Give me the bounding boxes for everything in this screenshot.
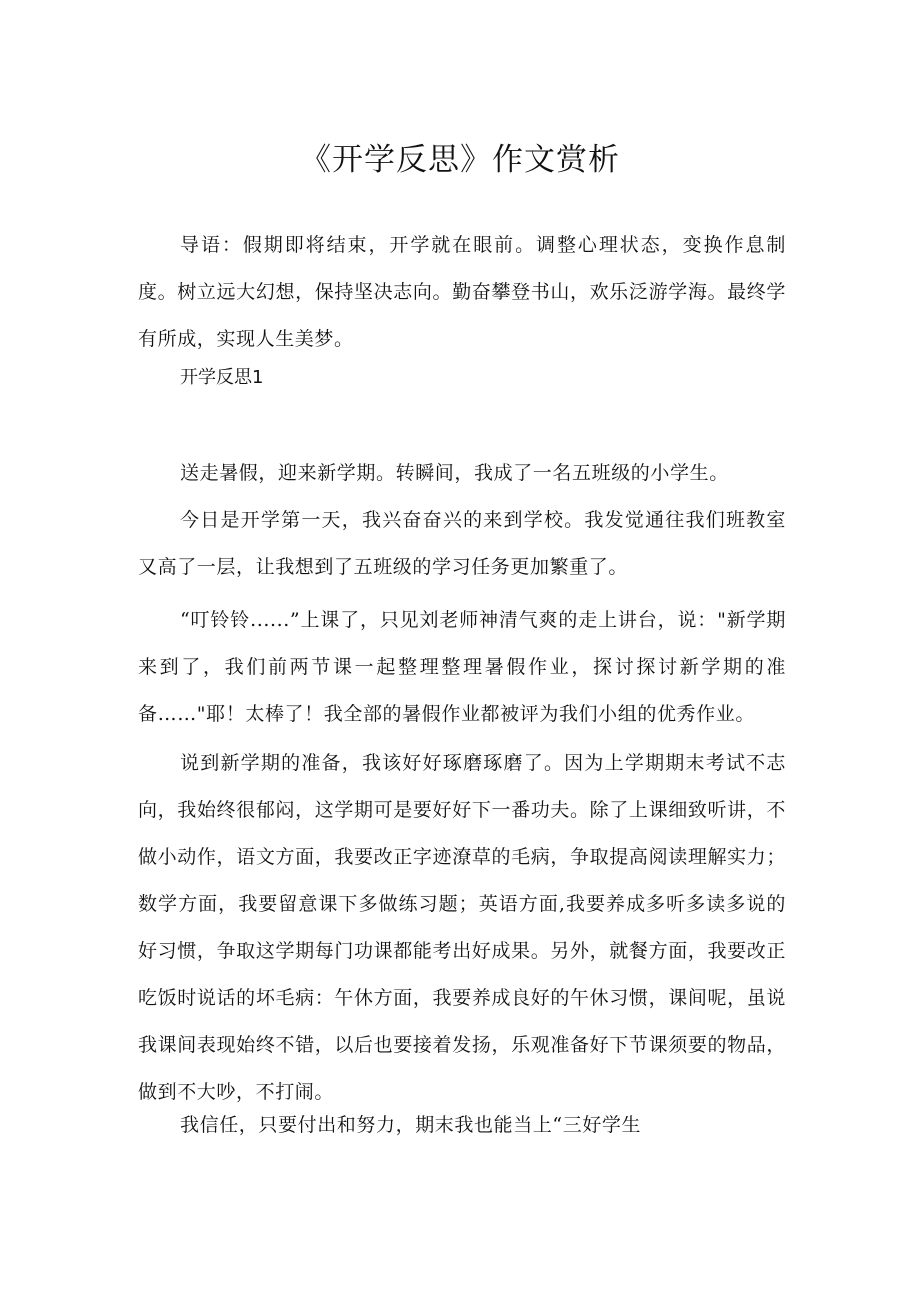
- document-title: 《开学反思》作文赏析: [300, 142, 620, 178]
- section-heading: 开学反思1: [180, 367, 264, 388]
- paragraph-3: “叮铃铃......”上课了，只见刘老师神清气爽的走上讲台，说："新学期来到了，我们前两节课一起整理整理暑假作业，探讨探讨新学期的准备……"耶！太棒了！我全部的暑假作业都被评为我们小组的优秀作业。: [138, 609, 786, 725]
- paragraph-4: 说到新学期的准备，我该好好琢磨琢磨了。因为上学期期末考试不志向，我始终很郁闷，这学期可是要好好下一番功夫。除了上课细致听讲，不做小动作，语文方面，我要改正字迹潦草的毛病，争取提高阅读理解实力；数学方面，我要留意课下多做练习题；英语方面,我要养成多听多读多说的好习惯，争取这学期每门功课都能考出好成果。另外，就餐方面，我要改正吃饭时说话的坏毛病：午休方面，我要养成良好的午休习惯，课间呢，虽说我课间表现始终不错，以后也要接着发扬，乐观准备好下节课须要的物品，做到不大吵，不打闹。: [138, 752, 786, 1103]
- paragraph-5: 我信任，只要付出和努力，期末我也能当上“三好学生: [180, 1114, 642, 1136]
- paragraph-1: 送走暑假，迎来新学期。转瞬间，我成了一名五班级的小学生。: [180, 462, 729, 484]
- paragraph-2: 今日是开学第一天，我兴奋奋兴的来到学校。我发觉通往我们班教室又高了一层，让我想到了五班级的学习任务更加繁重了。: [138, 509, 786, 578]
- intro-paragraph: 导语：假期即将结束，开学就在眼前。调整心理状态，变换作息制度。树立远大幻想，保持坚决志向。勤奋攀登书山，欢乐泛游学海。最终学有所成，实现人生美梦。: [138, 234, 786, 350]
